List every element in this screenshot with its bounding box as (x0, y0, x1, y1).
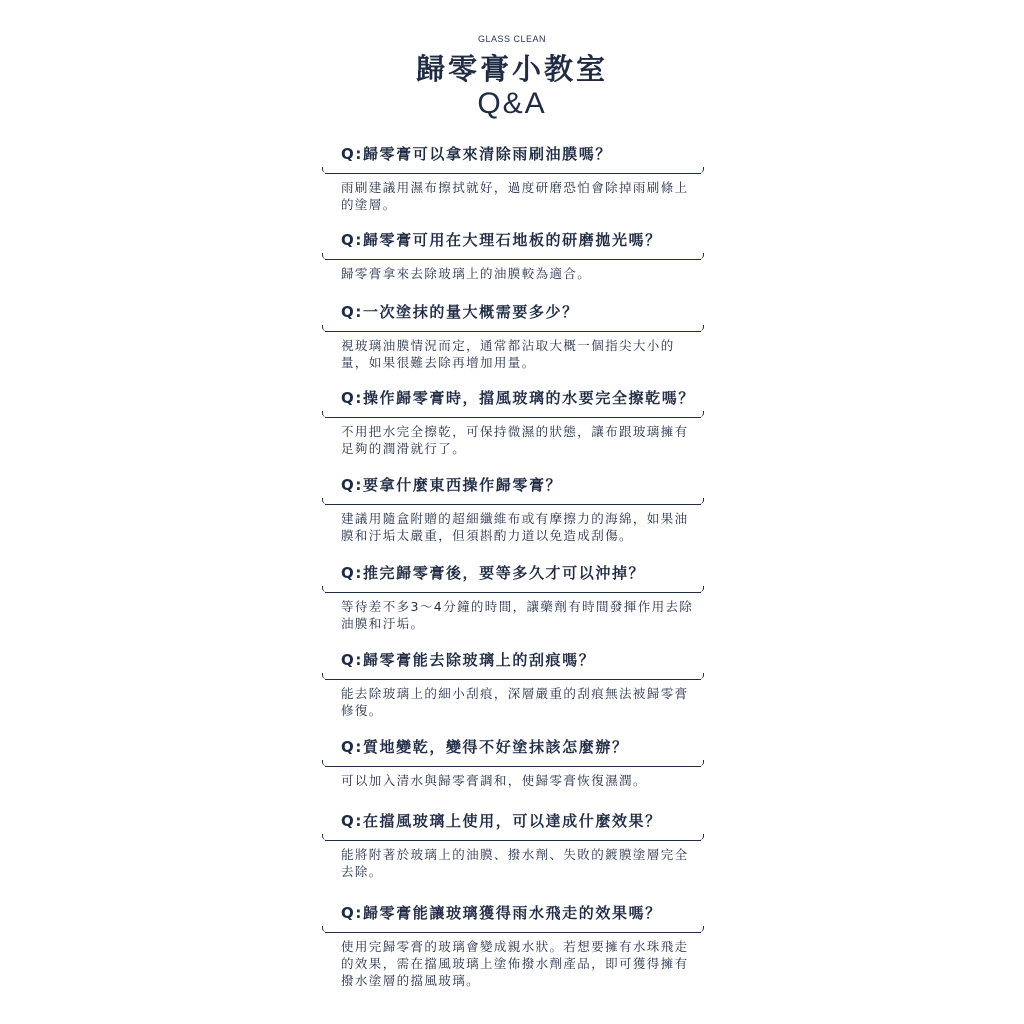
faq-answer: 雨刷建議用濕布擦拭就好，過度研磨恐怕會除掉雨刷條上的塗層。 (341, 180, 689, 212)
faq-item-4 (322, 387, 704, 474)
faq-answer: 可以加入清水與歸零膏調和，使歸零膏恢復濕潤。 (341, 773, 647, 788)
faq-answer: 等待差不多3～4分鐘的時間，讓藥劑有時間發揮作用去除油膜和汙垢。 (341, 599, 694, 631)
faq-item-10 (322, 902, 704, 1002)
question-divider (322, 498, 704, 510)
faq-item-1 (322, 143, 704, 229)
question-divider (322, 325, 704, 337)
faq-question: Q:歸零膏可用在大理石地板的研磨拋光嗎？ (341, 231, 662, 249)
question-divider (322, 253, 704, 265)
faq-question: Q:推完歸零膏後，要等多久才可以沖掉？ (341, 564, 646, 582)
faq-item-7 (322, 649, 704, 736)
faq-answer: 使用完歸零膏的玻璃會變成親水狀。若想要擁有水珠飛走的效果，需在擋風玻璃上塗佈撥水劑產品，即可獲得擁有撥水塗層的擋風玻璃。 (341, 939, 689, 988)
faq-question: Q:歸零膏可以拿來清除雨刷油膜嗎？ (341, 145, 612, 163)
page-subtitle: Q&A (477, 87, 547, 120)
faq-item-6 (322, 562, 704, 649)
question-divider (322, 167, 704, 179)
question-divider (322, 586, 704, 598)
question-divider (322, 673, 704, 685)
faq-answer: 不用把水完全擦乾，可保持微濕的狀態，讓布跟玻璃擁有足夠的潤滑就行了。 (341, 424, 689, 456)
faq-answer: 能去除玻璃上的細小刮痕，深層嚴重的刮痕無法被歸零膏修復。 (341, 686, 689, 718)
question-divider (322, 760, 704, 772)
faq-item-5 (322, 474, 704, 562)
faq-question: Q:質地變乾，變得不好塗抹該怎麼辦？ (341, 738, 629, 756)
faq-answer: 視玻璃油膜情況而定，通常都沾取大概一個指尖大小的量，如果很難去除再增加用量。 (341, 338, 675, 370)
question-divider (322, 834, 704, 846)
faq-question: Q:操作歸零膏時，擋風玻璃的水要完全擦乾嗎？ (341, 389, 695, 407)
faq-question: Q:要拿什麼東西操作歸零膏？ (341, 476, 563, 494)
faq-question: Q:歸零膏能讓玻璃獲得雨水飛走的效果嗎？ (341, 904, 662, 922)
question-divider (322, 926, 704, 938)
faq-item-9 (322, 810, 704, 902)
faq-item-3 (322, 301, 704, 387)
faq-question: Q:一次塗抹的量大概需要多少？ (341, 303, 579, 321)
faq-question: Q:歸零膏能去除玻璃上的刮痕嗎？ (341, 651, 596, 669)
faq-item-8 (322, 736, 704, 810)
faq-answer: 歸零膏拿來去除玻璃上的油膜較為適合。 (341, 266, 592, 281)
faq-item-2 (322, 229, 704, 301)
faq-question: Q:在擋風玻璃上使用，可以達成什麼效果？ (341, 812, 662, 830)
faq-answer: 建議用隨盒附贈的超細纖維布或有摩擦力的海綿，如果油膜和汙垢太嚴重，但須斟酌力道以免造成刮傷。 (341, 511, 689, 543)
faq-answer: 能將附著於玻璃上的油膜、撥水劑、失敗的鍍膜塗層完全去除。 (341, 847, 689, 879)
page-title: 歸零膏小教室 (415, 52, 608, 86)
question-divider (322, 411, 704, 423)
faq-list (322, 143, 704, 1002)
brand-label: GLASS CLEAN (477, 34, 547, 44)
